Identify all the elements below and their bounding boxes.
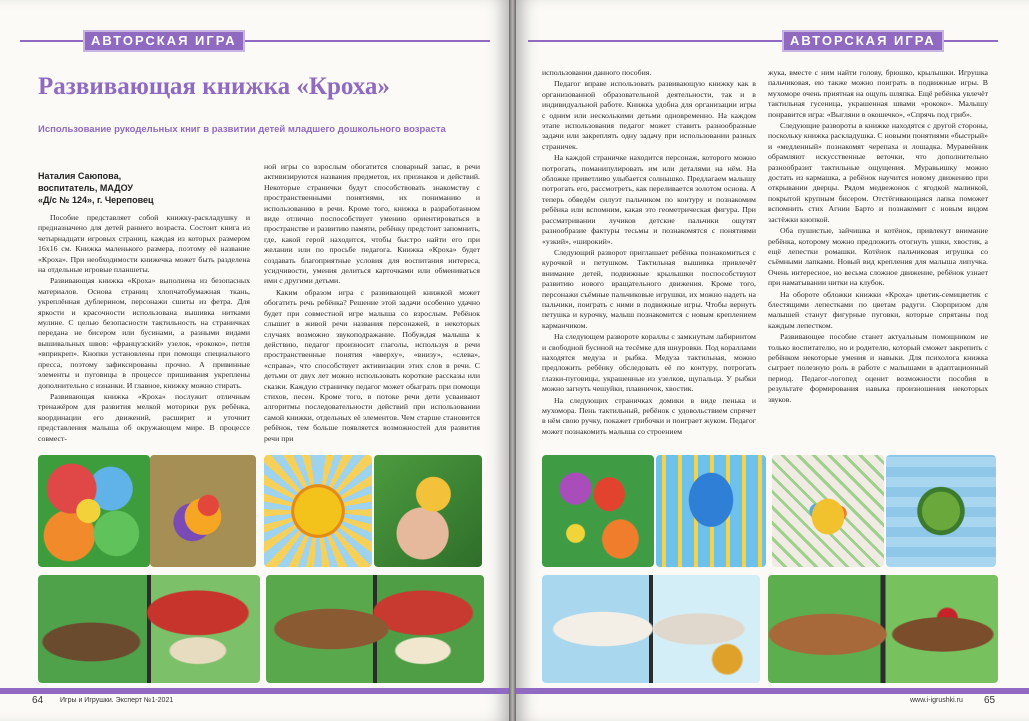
photo-stump-mushroom-spread <box>266 575 484 683</box>
article-subtitle: Использование рукодельных книг в развитии детей младшего дошкольного возраста <box>38 124 446 135</box>
photo-bunny-kitten-spread <box>542 575 760 683</box>
paragraph: Следующие развороты в книжке находятся с другой стороны, поскольку книжка раскладушка. С новыми понятиями «быстрый» и «медленный» познакомят черепаха и лошадка. Муравейник обрамляют искусственные веточки, что дополнительно разнообразит тактильные ощущения. Муравьишку можно достать из кармашка, а ребёнок научится новому движению при открывании дверцы. Рядом медвежонок с ягодкой малинкой, покрытой крупным бисером. Отстёгивающаяся лапка поможет вспомнить стих Агнии Барто и познакомит с новым видом застёжки кнопкой. <box>768 121 988 224</box>
right-column-1 <box>542 68 756 438</box>
photo-jellyfish-page <box>656 455 766 567</box>
paragraph: На следующем развороте кораллы с замкнутым лабиринтом и свободной бусиной на тесёмке для шнуровки. Под кораллами находятся медуза и рыбка. Медуза тактильная, можно предложить ребёнку обследовать её по контуру, потрогать глазки-пуговицы, украшенные из узелков, щупальца. У рыбки можно загнуть чешуйки, плавничок, хвостик. <box>542 332 756 394</box>
photo-chicken-page <box>150 455 256 567</box>
rubric-label: АВТОРСКАЯ ИГРА <box>83 30 245 52</box>
footer-rule <box>0 688 509 694</box>
article-title: Развивающая книжка «Кроха» <box>38 73 390 100</box>
right-page <box>516 0 1029 721</box>
footer-rule <box>516 688 1029 694</box>
author-org: «Д/с № 124», г. Череповец <box>38 195 154 205</box>
page-number: 65 <box>984 695 996 706</box>
photo-anthill-bear-spread <box>768 575 998 683</box>
left-column-2 <box>264 162 480 445</box>
paragraph: использовании данного пособия. <box>542 68 652 77</box>
left-column-1 <box>38 213 250 445</box>
author-position: воспитатель, МАДОУ <box>38 183 133 193</box>
paragraph: Каким образом игра с развивающей книжкой может обогатить речь ребёнка? Решение этой задачи особенно удачно будет при совместной игре малыша со взрослым. Ребёнок слышит в живой речи названия персонажей, в некоторых случаях возможно звукоподражание. Побуждая малыша к действию, педагог произносит глаголы, используя в речи пространственные понятия «вверху», «внизу», «слева», «справа», что способствует активизации этих слов в речи. С детьми от двух лет можно использовать короткие рассказы или сказки. Каждую страничку педагог может обыграть при помощи стихов, песен. Кроме того, в потоке речи дети усваивают алгоритмы последовательности действий при использовании самой книжки, отдельных её элементов. Чем старше становится ребёнок, тем больше появляется возможностей для развития речи при <box>264 287 480 443</box>
paragraph: Оба пушистые, зайчишка и котёнок, привлекут внимание ребёнка, которому можно предложить отогнуть ушки, хвостик, а ещё лепестки ромашки. Котёнок пальчиковая игрушка со съёмными лапками. Новый вид крепления для малыша липучка. Очень интересное, но весьма сложное движение, ребёнок узнает при наматывании нитки на клубок. <box>768 226 988 288</box>
photo-turtle-page <box>886 455 996 567</box>
paragraph: На каждой страничке находится персонаж, которого можно потрогать, поманипулировать им или деталями на нём. На обложке приветливо улыбается солнышко. Предлагаем малышу потрогать его, рассмотреть, как переливается золотом основа. А теперь обведём силуэт пальчиком по контуру и познакомим ребёнка или вспомним, какая это геометрическая фигура. При рассматривании лучиков детские пальчики ощутят разнообразие фактуры тесьмы и познакомятся с понятиями «узкий», «широкий». <box>542 153 756 246</box>
website-footer[interactable]: www.i-igrushki.ru <box>910 697 963 704</box>
paragraph: Педагог вправе использовать развивающую книжку как в организованной образовательной деятельности, так и в индивидуальной работе. Книжка удобна для организации игры с одним или несколькими детьми одновременно. На каждом этапе использования педагог может ставить разнообразные задачи или закреплять одну задачу при использовании разных страничек. <box>542 79 756 151</box>
author-name: Наталия Саюпова, <box>38 171 122 181</box>
paragraph: На обороте обложки книжки «Кроха» цветик-семицветик с блестящими лепестками по цветам радуги. Сюрпризом для малышей станут фигурные пуговки, которые спрятаны под каждым лепестком. <box>768 289 988 330</box>
paragraph: Развивающая книжка «Кроха» выполнена из безопасных материалов. Основа страниц хлопчатобумажная ткань, укреплённая дублерином, персонажи сшиты из фетра. Для яркости и красочности использована вышивка нитками мулине. С целью безопасности тактильность на страничках передана не бисером или бусинами, а разными видами вышивальных швов: «французский» узелок, «рококо», петля «вприкреп». Кнопки установлены при помощи специального пресса, поэтому зафиксированы прочно. А привинные элементы и пуговицы в процессе пришивания укреплены дополнительно с изнанки. И главное, книжку можно стирать. <box>38 276 250 390</box>
photo-flower-page <box>38 455 150 567</box>
photo-sun-cover <box>264 455 372 567</box>
paragraph: ной игры со взрослым обогатится словарный запас, в речи активизируются названия предметов, их признаков и действий. Некоторые странички будут способствовать знакомству с пространственными понятиями, их пониманию и использованию в речи. Кроме того, книжка в разработанном виде отлично поспособствует умению ориентироваться в пространстве и развитию памяти, ребёнку предстоит запомнить, где, какой герой находится, чтобы быстро найти его при желании или по просьбе педагога. Книжка «Кроха» будет создавать благоприятные условия для воспитания интереса, усидчивости, умения делиться карточками или обмениваться ими с другими детьми. <box>264 162 480 286</box>
paragraph: Развивающая книжка «Кроха» послужит отличным тренажёром для развития мелкой моторики рук ребёнка, координации его движений, расширит и уточнит представления малыша об окружающем мире. В процессе совмест- <box>38 391 250 443</box>
left-page <box>0 0 509 721</box>
page-number: 64 <box>32 695 44 706</box>
paragraph: Пособие представляет собой книжку-раскладушку и предназначено для детей раннего возраста. Состоит книга из четырнадцати игровых страниц, каждая из которых размером 16х16 см. Книжка маленького размера, поэтому её название «Кроха». При необходимости книжечка может быть разделена на отдельные игровые планшеты. <box>38 213 250 275</box>
photo-coral-maze-page <box>542 455 654 567</box>
rubric-label: АВТОРСКАЯ ИГРА <box>782 30 944 52</box>
book-gutter <box>509 0 516 721</box>
paragraph: жука, вместе с ним найти голову, брюшко, крылышки. Игрушка пальчиковая, ею также можно поиграть в подвижные игры. В мухоморе очень приятная на ощупь шляпка. Ещё ребёнка увлечёт тактильная гусеница, украшенная швами «рококо». Малышу понравится игра: «Выгляни в окошечко», «Спрячь под гриб». <box>768 68 988 119</box>
photo-bear-mushroom-spread <box>38 575 260 683</box>
right-column-2 <box>768 68 988 406</box>
magazine-footer: Игры и Игрушки. Эксперт №1-2021 <box>60 697 174 704</box>
photo-caterpillar-window-page <box>772 455 884 567</box>
paragraph: Развивающее пособие станет актуальным помощником не только воспитателю, но и родителю, который сможет закрепить с ребёнком некоторые умения и навыки. Для психолога книжка сыграет полезную роль в работе с малышами в адаптационный период. Педагог-логопед оценит возможности пособия в результате формирования навыка произношения некоторых звуков. <box>768 332 988 404</box>
paragraph: На следующих страничках домики в виде пенька и мухомора. Пень тактильный, ребёнок с удовольствием спрячет в нём свою ручку, покажет грибочки и поиграет жуком. Педагог может познакомить малыша со строением <box>542 395 756 436</box>
author-block <box>38 170 248 206</box>
paragraph: Следующий разворот приглашает ребёнка познакомиться с курочкой и петушком. Тактильная вышивка привлечёт внимание детей, подвижные крылышки поспособствуют развитию нового вращательного движения. Кроме того, персонажи съёмные пальчиковые игрушки, их можно надеть на пальчики, поиграть с ними в подвижные игры. Чтобы вернуть петушка и курочку, малыш познакомится с новым креплением карманчиком. <box>542 247 756 330</box>
photo-rooster-finger-puppet <box>374 455 482 567</box>
